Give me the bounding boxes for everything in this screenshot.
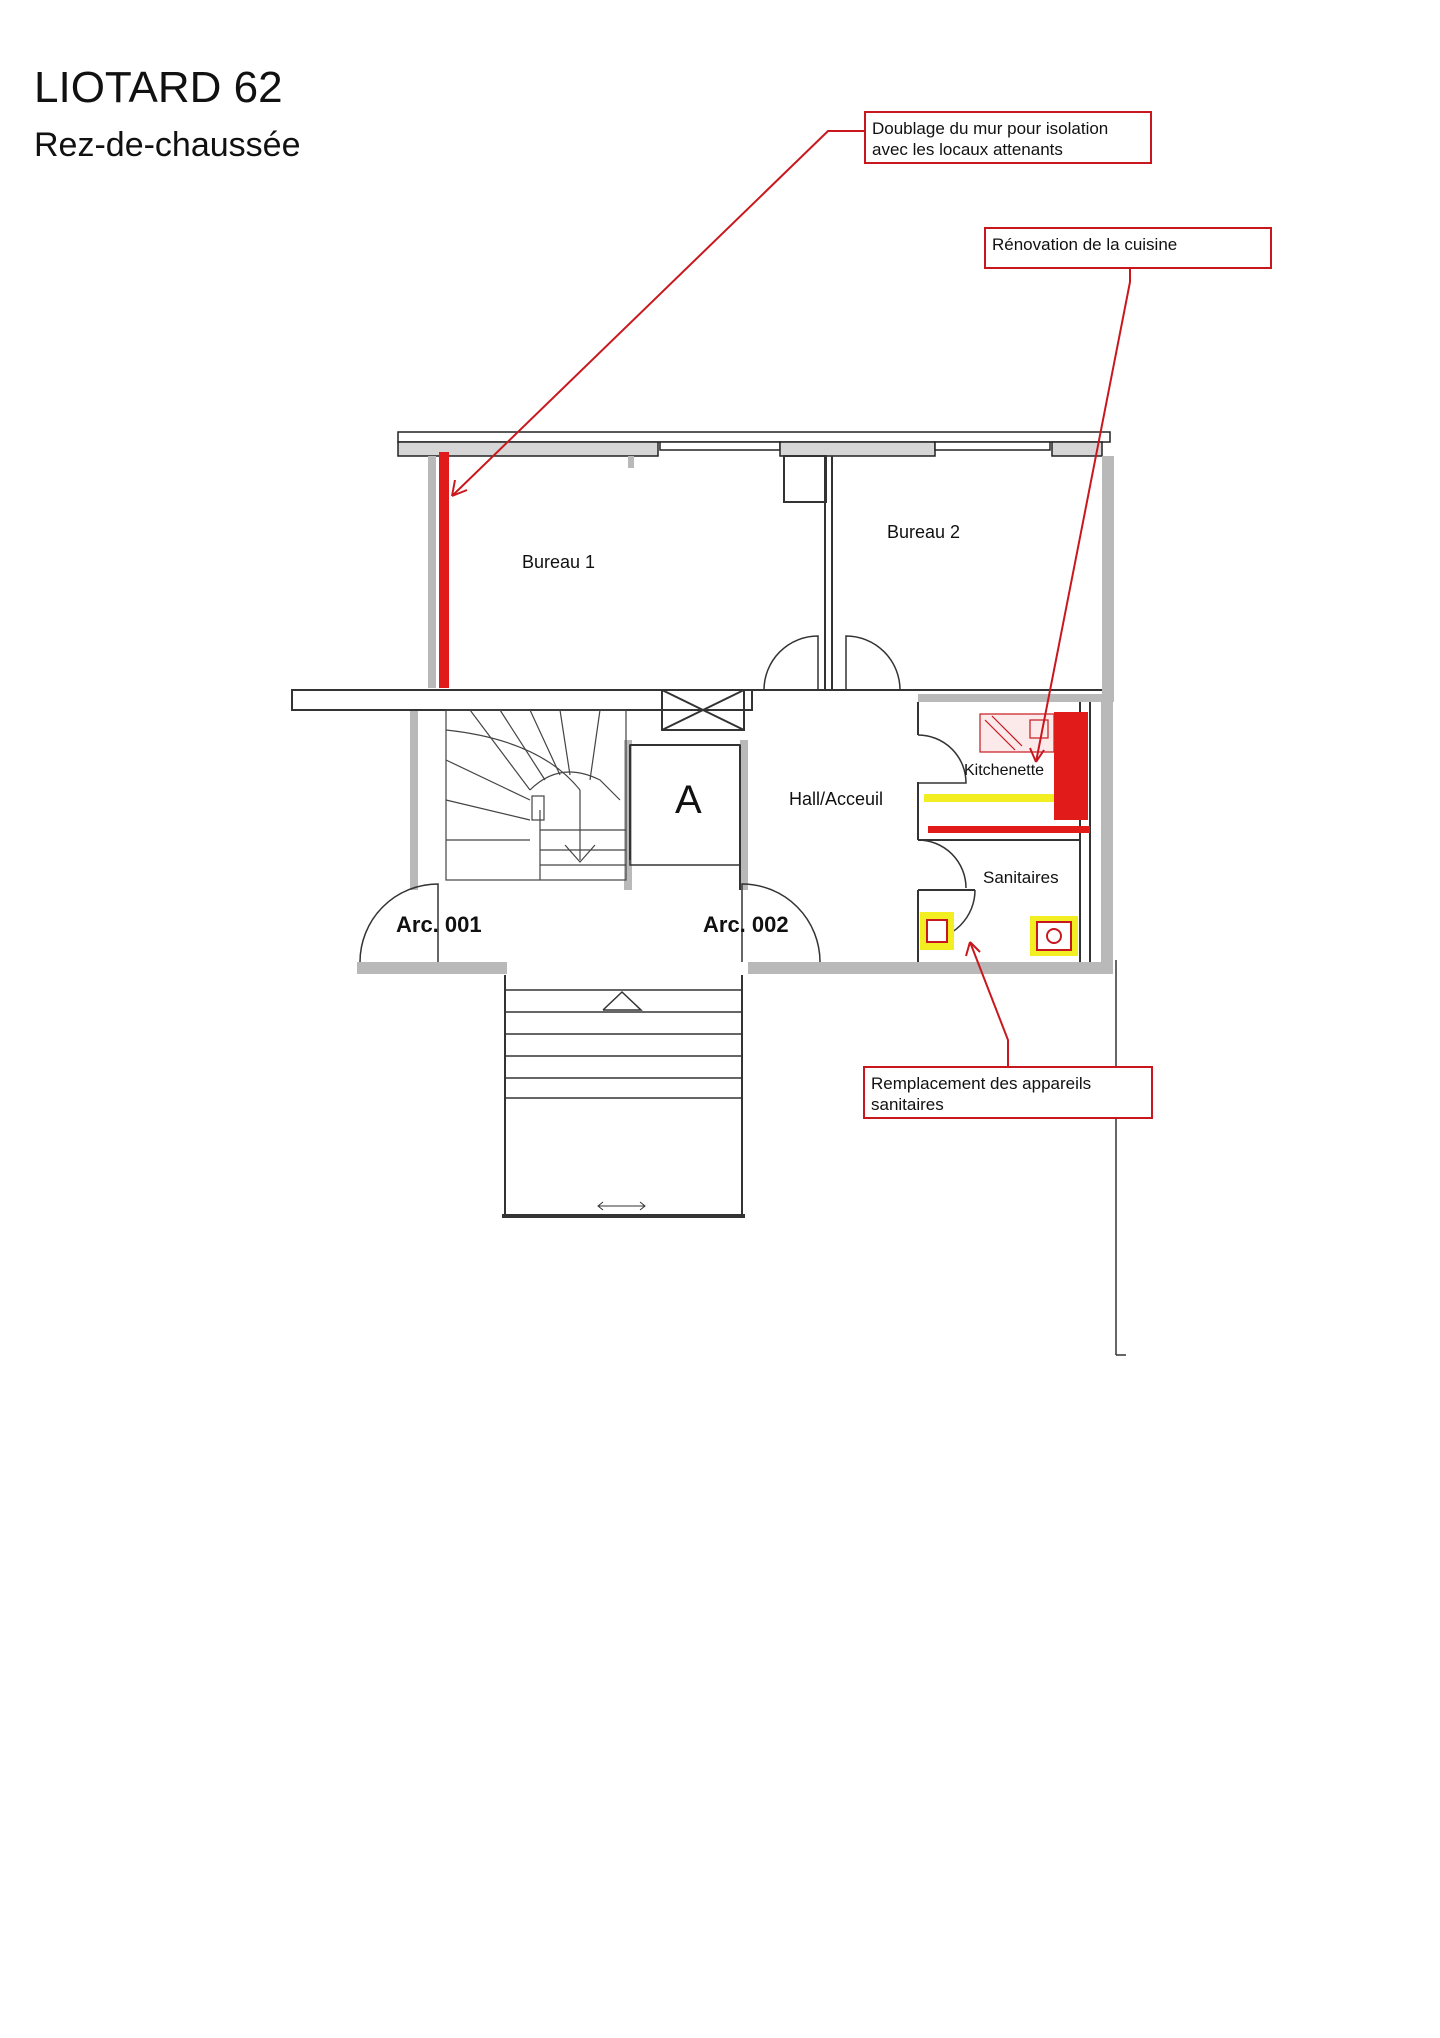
- block-label-a: A: [675, 778, 702, 822]
- room-label-hall: Hall/Acceuil: [789, 789, 884, 809]
- callout-cuisine: [984, 227, 1272, 269]
- callout-cuisine-text: Rénovation de la cuisine: [992, 235, 1178, 254]
- callout-sanitaires: [863, 1066, 1153, 1119]
- arcade-label-001: Arc. 001: [396, 912, 482, 937]
- staircase: [446, 710, 626, 880]
- sanitary-fixtures: [920, 912, 1078, 956]
- page-title: LIOTARD 62: [34, 63, 283, 112]
- callout-sanitaires-line1: Remplacement des appareils: [871, 1074, 1092, 1093]
- arcade-label-002: Arc. 002: [703, 912, 789, 937]
- callout-doublage-line1: Doublage du mur pour isolation: [872, 119, 1109, 138]
- interior-walls: [292, 456, 1126, 1355]
- callout-sanitaires-line2: sanitaires: [871, 1095, 944, 1114]
- entrance-steps: [505, 990, 742, 1210]
- callout-leaders: [452, 131, 1130, 1066]
- room-label-sanitaires: Sanitaires: [983, 868, 1059, 887]
- room-label-kitchenette: Kitchenette: [964, 762, 1045, 779]
- page-subtitle: Rez-de-chaussée: [34, 126, 301, 164]
- kitchen-sink: [980, 714, 1054, 752]
- room-label-bureau2: Bureau 2: [887, 522, 961, 542]
- callout-doublage-line2: avec les locaux attenants: [872, 140, 1063, 159]
- callout-doublage: [864, 111, 1152, 164]
- room-label-bureau1: Bureau 1: [522, 552, 596, 572]
